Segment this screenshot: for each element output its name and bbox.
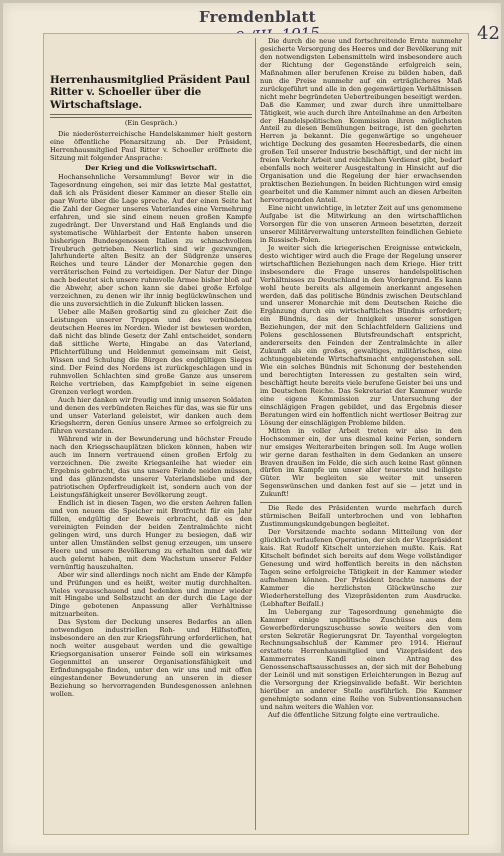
column-divider bbox=[255, 38, 256, 830]
right-paragraph: Die durch die neue und fortschreitende Ernte nunmehr gesicherte Versorgung des Heeres und der Bevölkerung mit den notwendigsten Lebensmitteln wird insbesondere auch der Richtung der Gegenstände erfolgreich sein, Maßnahmen aller berufenen Kreise zu bilden haben, daß nun die Preise nunmehr auf ein erträglicheres Maß zurückgeführt und alle in den gegenwärtigen Verhältnissen nicht mehr begründeten Uebertreibungen beseitigt werden. Daß die Kammer, und zwar durch ihre unmittelbare Tätigkeit, wie auch durch ihre Anteilnahme an den Arbeiten der Handelspolitischen Kommission ihren möglichsten Anteil zu diesen Bemühungen beitrage, ist den geehrten Herren ja bekannt. Die gegenwärtige so ungeheuer wichtige Deckung des gesamten Heeresbedarfs, die einen großen Teil unserer Industrie beschäftigt, und der nicht im freien Verkehr Arbeit und reichlichen Verdienst gibt, bedarf ebenfalls noch weiterer Ausgestaltung in Hinsicht auf die Organisation und die Regelung der hier erwachsenden praktischen Beziehungen. In beiden Richtungen wird emsig gearbeitet und die Kammer nimmt auch an diesen Arbeiten hervorragenden Anteil. bbox=[260, 38, 462, 205]
right-paragraph: Die Rede des Präsidenten wurde mehrfach durch stürmischen Beifall unterbrochen und von lebhaften Zustimmungskundgebungen begleitet. bbox=[260, 504, 462, 529]
article-subheadline: (Ein Gespräch.) bbox=[124, 119, 178, 128]
left-paragraph: Das System der Deckung unseres Bedarfes an allen notwendigen industriellen Roh- und Hilfsstoffen, insbesondere an den zur Kriegsführung erforderlichen, hat noch weiter ausgebaut werden und die gewaltige Kriegsorganisation unserer Feinde soll ein wirksames Gegenmittel an unserer Organisationsfähigkeit und Erfindungsgabe finden, unter den wir uns und mit offen eingestandener Bewunderung an unseren in dieser Beziehung so hervorragenden Bundesgenossen anlehnen wollen. bbox=[50, 618, 252, 698]
left-paragraph: Aber wir sind allerdings noch nicht am Ende der Kämpfe und Prüfungen und es heißt, weiter mutig durchhalten. Vieles vorausschauend und bedenken und immer wieder mit Hingabe und Selbstzucht an der durch die Lage der Dinge gebotenen Anpassung aller Verhältnisse mitzuarbeiten. bbox=[50, 570, 252, 619]
headline-divider bbox=[50, 114, 252, 118]
section-title: Der Krieg und die Volkswirtschaft. bbox=[85, 163, 217, 172]
article-intro: Die niederösterreichische Handelskammer hielt gestern eine öffentliche Plenarsitzung ab. Der Präsident, Herrenhausmitglied Paul Ritter v. Schoeller eröffnete die Sitzung mit folgender Ansprache: bbox=[50, 130, 252, 163]
left-paragraph: Endlich ist in diesen Tagen, wo die ersten Aehren fallen und von neuem die Speicher mit Brotfrucht für ein Jahr füllen, endgültig der Beweis erbracht, daß es den vereinigten Feinden der beiden Zentralmächte nicht gelingen wird, uns durch Hunger zu besiegen, daß wir unter allen Umständen selbst genug erzeugen, um unsere Heere und unsere Bevölkerung zu erhalten und daß wir auch gelernt haben, mit dem Wachstum unserer Felder vernünftig hauszuhalten. bbox=[50, 499, 252, 571]
left-paragraph: Hochansehnliche Versammlung! Bevor wir in die Tagesordnung eingehen, sei mir das letzte Mal gestattet, daß ich als Präsident dieser Kammer an dieser Stelle ein paar Worte über die Lage spreche. Auf der einen Seite hat die Zahl der Gegner unseres Vaterlandes eine Vermehrung erfahren, und sie sind einem neuen großen Kampfe zugedrängt. Der Unverstand und Haß Englands und die systematische Wühlarbeit der Entente haben unseren bisherigen Bundesgenossen Italien zu schmachvollem Treubruch getrieben. Neuerlich sind wir gezwungen, Jahrhunderte alten Besitz an der Südgrenze unseres Reiches und teure Länder der Monarchie gegen den verräterischen Feind zu verteidigen. Der Natur der Dinge nach bedeutet sich unsere ruhmvolle Armee bisher bloß auf die Abwehr, aber schon kann sie dabei große Erfolge verzeichnen, zu denen wir ihr innig beglückwünschen und die uns zuversichtlich in die Zukunft blicken lassen. bbox=[50, 172, 252, 309]
left-paragraph: Ueber alle Maßen großartig sind zu gleicher Zeit die Leistungen unserer Truppen und des verbündeten deutschen Heeres im Norden. Wieder ist bewiesen worden, daß nicht das blinde Gesetz der Zahl entscheidet, sondern daß sittliche Werte, Hingabe an das Vaterland, Pflichterfüllung und Heldenmut gemeinsam mit Geist, Wissen und Schulung die Bürgen des endgültigen Sieges sind. Der Feind des Nordens ist zurückgeschlagen und in ruhmvollen Schlachten sind große Ganze aus unserem Reiche vertrieben, das Kampfgebiet in seine eigenen Grenzen verlegt worden. bbox=[50, 308, 252, 396]
right-paragraph: Eine nicht unwichtige, in letzter Zeit auf uns genommene Aufgabe ist die Mitwirkung an den wirtschaftlichen Vorsorgen für die von unseren Armeen besetzten, derzeit unserer Militärverwaltung unterstellten feindlichen Gebiete in Russisch-Polen. bbox=[260, 204, 462, 244]
article-headline: Herrenhausmitglied Präsident Paul Ritter v. Schoeller über die Wirtschaftslage. bbox=[50, 74, 250, 111]
newspaper-clipping bbox=[43, 33, 469, 835]
left-paragraph: Auch hier danken wir freudig und innig unseren Soldaten und denen des verbündeten Reiches für das, was sie für uns und unser Vaterland geleistet, wir danken auch dem Kriegsherrn, deren Genius unsere Armee so erfolgreich zu führen verstanden. bbox=[50, 395, 252, 436]
right-paragraph: Der Vorsitzende machte sodann Mitteilung von der glücklich verlaufenen Operation, der sich der Vizepräsident kais. Rat Rudolf Kitschelt unterziehen mußte. Kais. Rat Kitschelt befindet sich bereits auf dem Wege vollständiger Genesung und wird hoffentlich bereits in den nächsten Tagen seine erfolgreiche Tätigkeit in der Kammer wieder aufnehmen können. Der Präsident brachte namens der Kammer die herzlichsten Glückwünsche zur Wiederherstellung des Vizepräsidenten zum Ausdrucke. (Lebhafter Beifall.) bbox=[260, 528, 462, 608]
newspaper-name-stamp: Fremdenblatt bbox=[199, 8, 316, 26]
right-paragraph: Je weiter sich die kriegerischen Ereignisse entwickeln, desto wichtiger wird auch die Frage der Regelung unserer wirtschaftlichen Beziehungen nach dem Kriege. Hier tritt insbesondere die Frage unseres handelspolitischen Verhältnisses zu Deutschland in den Vordergrund. Es kann wohl heute bereits als allgemein anerkannt angesehen werden, daß das politische Bündnis zwischen Deutschland und unserer Monarchie mit dem Deutschen Reiche die Ergänzung durch ein wirtschaftliches Bündnis erfordert; ein Bündnis, das der Innigkeit unserer sonstigen Beziehungen, der mit den Schlachtfeldern Galiziens und Polens geschlossenen Blutsfreundschaft entspricht, andererseits den Feinden der Zentralmächte in aller Zukunft als ein großes, gewaltiges, militärisches, eine achtunggebietende Wirtschaftsmacht entgegenstehen soll. Wie ein solches Bündnis mit Schonung der bestehenden und berechtigten Interessen zu gestalten sein wird, beschäftigt heute bereits viele berufene Geister bei uns und im Deutschen Reiche. Das Sekretariat der Kammer wurde eine eigene Kommission zur Untersuchung der einschlägigen Fragen gebildet, und das Ergebnis dieser Beratungen wird ein hoffentlich nicht wertloser Beitrag zur Lösung der einschlägigen Probleme bilden. bbox=[260, 243, 462, 427]
right-paragraph: Im Uebergang zur Tagesordnung genehmigte die Kammer einige unpolitische Zuschüsse aus dem Gewerbeförderungszuschusse sowie weiters den vom ersten Sekretär Regierungsrat Dr. Tayenthal vorgelegten Rechnungsabschluß der Kammer pro 1914. Hierauf erstattete Herrenhausmitglied und Vizepräsident des Kammerrates Kandl einen Antrag des Genossenschaftsausschusses an, der sich mit der Behebung der Leinöl und mit sonstigen Erleichterungen in Bezug auf die Versorgung der Kriegsinvalide befaßt. Wir berichten hierüber an anderer Stelle ausführlich. Die Kammer genehmigte sodann eine Reihe von Subventionsansuchen und nahm weiters die Wahlen vor. bbox=[260, 607, 462, 712]
section-divider bbox=[260, 502, 462, 503]
page-number: 42 bbox=[477, 23, 500, 44]
right-paragraph: Mitten in voller Arbeit treten wir also in den Hochsommer ein, der uns diesmal keine Ferien, sondern nur emsiges Weiterarbeiten bringen soll. Im Auge wollen wir gerne daran festhalten in dem Gedanken an unsere Braven draußen im Felde, die sich auch keine Rast gönnen dürfen im Kampfe um unser aller teuerste und heiligste Güter. Wir begleiten sie weiter mit unseren Segenswünschen und danken fest auf sie — jetzt und in Zukunft! bbox=[260, 426, 462, 499]
right-paragraph: Auf die öffentliche Sitzung folgte eine vertrauliche. bbox=[268, 711, 440, 720]
left-paragraph: Während wir in der Bewunderung und höchster Freude nach den Kriegsschauplätzen blicken können, haben wir auch im Innern vertrauend einen großen Erfolg zu verzeichnen. Die zweite Kriegsanleihe hat wieder ein Ergebnis gebracht, das uns unsere Feinde neiden müssen, und das glänzendste unserer Vaterlandsliebe und der patriotischen Opferfreudigkeit ist, sondern auch von der Leistungsfähigkeit unserer Bevölkerung zeugt. bbox=[50, 435, 252, 500]
right-column bbox=[260, 38, 462, 830]
left-column bbox=[50, 38, 252, 830]
archive-sheet bbox=[3, 3, 501, 853]
